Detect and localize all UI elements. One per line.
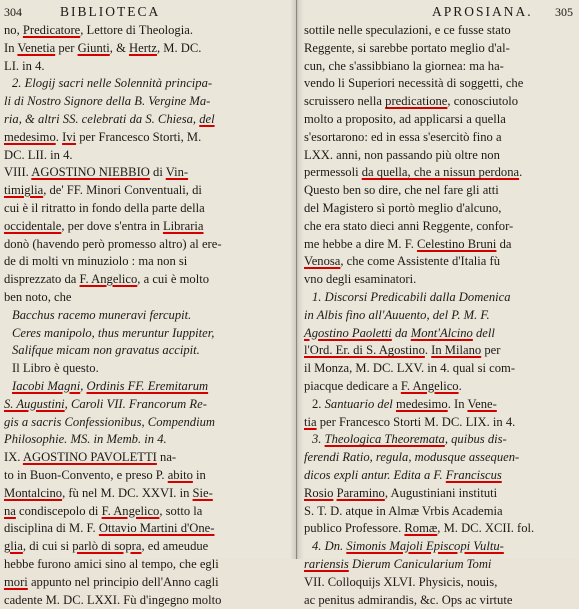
text-run: donò (havendo però promesso altro) al ere- bbox=[4, 237, 222, 251]
text-run: cui è il ritratto in fondo della parte della bbox=[4, 201, 205, 215]
text-line bbox=[304, 75, 577, 93]
underlined-phrase: Theologica Theoremata bbox=[325, 432, 445, 446]
underlined-phrase: Vene- bbox=[467, 397, 496, 411]
text-run: me hebbe a dire M. F. bbox=[304, 237, 417, 251]
text-run: IX. bbox=[4, 450, 23, 464]
text-run: LI. in 4. bbox=[4, 59, 45, 73]
text-line bbox=[304, 289, 577, 307]
text-line bbox=[4, 218, 290, 236]
underlined-phrase: mori bbox=[4, 575, 28, 589]
text-line bbox=[304, 147, 577, 165]
underlined-phrase: Sie- bbox=[193, 486, 213, 500]
text-run: cun, che s'assibbiano la giornea: ma ha- bbox=[304, 59, 504, 73]
text-line bbox=[304, 574, 577, 592]
text-run: disciplina di M. F. bbox=[4, 521, 99, 535]
text-line bbox=[304, 307, 577, 325]
text-line bbox=[304, 22, 577, 40]
text-line bbox=[4, 574, 290, 592]
text-run: che era stato dieci anni Reggente, confor- bbox=[304, 219, 513, 233]
text-line bbox=[4, 111, 290, 129]
text-line bbox=[4, 396, 290, 414]
underlined-phrase: predicatione bbox=[385, 94, 447, 108]
text-run: 2. bbox=[312, 397, 325, 411]
underlined-phrase: Ottavio Martini d'One- bbox=[99, 521, 215, 535]
text-run: 2. Elogij sacri nelle Solennità principa- bbox=[12, 76, 212, 90]
text-line bbox=[4, 182, 290, 200]
text-line bbox=[4, 93, 290, 111]
text-run: Santuario del bbox=[325, 397, 396, 411]
text-run: , per dove s'entra in bbox=[61, 219, 163, 233]
underlined-phrase: Romæ bbox=[404, 521, 437, 535]
underlined-phrase: Vin- bbox=[166, 165, 188, 179]
text-line bbox=[304, 431, 577, 449]
text-run: molto a proposito, ad applicarsi a quella bbox=[304, 112, 506, 126]
text-line bbox=[304, 129, 577, 147]
underlined-phrase: F. Angelico bbox=[80, 272, 138, 286]
text-line bbox=[304, 58, 577, 76]
left-page bbox=[0, 0, 292, 559]
underlined-phrase: l'Ord. Er. di S. Agostino bbox=[304, 343, 425, 357]
text-run: , sotto la bbox=[159, 504, 202, 518]
text-run: cadente M. DC. LXXI. Fù d'ingegno molto bbox=[4, 593, 221, 607]
underlined-phrase: da quella, che a nissun perdona bbox=[362, 165, 519, 179]
text-line bbox=[304, 556, 577, 574]
text-run: li di Nostro Signore della B. Vergine Ma- bbox=[4, 94, 210, 108]
underlined-phrase: na bbox=[4, 504, 16, 518]
text-line bbox=[4, 538, 290, 556]
text-run: per bbox=[481, 343, 500, 357]
text-run: publico Professore. bbox=[304, 521, 404, 535]
text-run: . bbox=[56, 130, 62, 144]
text-run: dell bbox=[473, 326, 495, 340]
underlined-phrase: Agostino Paoletti bbox=[304, 326, 392, 340]
text-run: per Francesco Storti, M. bbox=[76, 130, 201, 144]
text-run: dicos expli antur. Edita a F. bbox=[304, 468, 446, 482]
text-run: Bacchus racemo muneravi fercupit. bbox=[12, 308, 191, 322]
text-line bbox=[4, 200, 290, 218]
underlined-phrase: glia bbox=[4, 539, 23, 553]
text-run: , Lettore di Theologia. bbox=[80, 23, 193, 37]
underlined-phrase: occidentale bbox=[4, 219, 61, 233]
text-run: sottile nelle speculazioni, e ce fusse stato bbox=[304, 23, 511, 37]
text-run: . bbox=[519, 165, 522, 179]
text-run: 3. bbox=[312, 432, 325, 446]
text-line bbox=[304, 342, 577, 360]
text-run: il Monza, M. DC. LXV. in 4. qual si com- bbox=[304, 361, 515, 375]
text-run: DC. LII. in 4. bbox=[4, 148, 73, 162]
text-run: appunto nel principio dell'Anno cagli bbox=[28, 575, 219, 589]
text-run: di bbox=[150, 165, 166, 179]
text-line bbox=[4, 342, 290, 360]
text-run: 4. Dn. bbox=[312, 539, 346, 553]
underlined-phrase: Predicatore bbox=[23, 23, 80, 37]
text-run: per bbox=[55, 41, 77, 55]
text-line bbox=[4, 431, 290, 449]
left-page-header bbox=[4, 4, 288, 20]
text-run: . bbox=[425, 343, 431, 357]
text-run: Dierum Canicularium Tomi bbox=[349, 557, 492, 571]
underlined-phrase: Libraria bbox=[163, 219, 204, 233]
text-line bbox=[4, 325, 290, 343]
text-run: de di molti vn minuziolo : ma non si bbox=[4, 254, 187, 268]
text-line bbox=[304, 449, 577, 467]
text-line bbox=[4, 360, 290, 378]
text-run: ferendi Ratio, regula, modusque assequen- bbox=[304, 450, 519, 464]
text-run: . bbox=[459, 379, 462, 393]
text-line bbox=[4, 449, 290, 467]
text-line bbox=[304, 520, 577, 538]
text-line bbox=[304, 182, 577, 200]
right-page bbox=[300, 0, 579, 559]
underlined-phrase: S. Augustini bbox=[4, 397, 65, 411]
text-run: del Magistero sì portò meglio d'alcuno, bbox=[304, 201, 501, 215]
left-page-text bbox=[4, 22, 290, 609]
text-line bbox=[4, 520, 290, 538]
underlined-phrase: Paramino bbox=[337, 486, 385, 500]
text-run: , che come Assistente d'Italia fù bbox=[340, 254, 500, 268]
text-line bbox=[304, 467, 577, 485]
text-run: condiscepolo di bbox=[16, 504, 102, 518]
right-page-header bbox=[304, 4, 575, 20]
text-line bbox=[304, 218, 577, 236]
text-run: in bbox=[193, 468, 206, 482]
text-line bbox=[304, 396, 577, 414]
running-title: APROSIANA. bbox=[432, 4, 533, 20]
underlined-phrase: AGOSTINO NIEBBIO bbox=[31, 165, 150, 179]
text-line bbox=[304, 538, 577, 556]
text-run: Il Libro è questo. bbox=[12, 361, 99, 375]
text-run: , Augustiniani instituti bbox=[385, 486, 497, 500]
text-run: da bbox=[392, 326, 411, 340]
text-line bbox=[304, 40, 577, 58]
text-run: , bbox=[80, 379, 86, 393]
text-line bbox=[4, 414, 290, 432]
text-run: ria, & altri SS. celebrati da S. Chiesa, bbox=[4, 112, 199, 126]
text-run: , conosciutolo bbox=[447, 94, 518, 108]
text-run: , Caroli VII. Francorum Re- bbox=[65, 397, 207, 411]
text-line bbox=[304, 592, 577, 609]
text-run: in Albis fino all'Auuento, del P. M. F. bbox=[304, 308, 490, 322]
text-line bbox=[304, 253, 577, 271]
text-line bbox=[4, 129, 290, 147]
text-line bbox=[4, 58, 290, 76]
underlined-phrase: tia bbox=[304, 415, 317, 429]
underlined-phrase: Mont'Alcino bbox=[411, 326, 473, 340]
text-line bbox=[4, 236, 290, 254]
underlined-phrase: Celestino Bruni bbox=[417, 237, 496, 251]
text-run: scruissero nella bbox=[304, 94, 385, 108]
underlined-phrase: Rosio bbox=[304, 486, 333, 500]
text-line bbox=[304, 93, 577, 111]
text-line bbox=[304, 164, 577, 182]
underlined-phrase: Ordinis FF. Eremitarum bbox=[87, 379, 209, 393]
text-run: , a cui è molto bbox=[137, 272, 209, 286]
gutter-line bbox=[296, 0, 297, 559]
text-run: per Francesco Storti M. DC. LIX. in 4. bbox=[317, 415, 516, 429]
text-run: VIII. bbox=[4, 165, 31, 179]
underlined-phrase: Iacobi Magni bbox=[12, 379, 80, 393]
underlined-phrase: In Milano bbox=[431, 343, 481, 357]
underlined-phrase: timiglia bbox=[4, 183, 43, 197]
text-run: gis a sacris Confessionibus, Compendium bbox=[4, 415, 215, 429]
text-run: , ed ameudue bbox=[141, 539, 208, 553]
text-line bbox=[4, 289, 290, 307]
text-run: , M. DC. bbox=[157, 41, 201, 55]
underlined-phrase: F. Angelico bbox=[401, 379, 459, 393]
right-page-text bbox=[304, 22, 577, 609]
text-line bbox=[4, 253, 290, 271]
text-run: , M. DC. XCII. fol. bbox=[437, 521, 534, 535]
underlined-phrase: Montalcino bbox=[4, 486, 62, 500]
underlined-phrase: medesimo bbox=[4, 130, 56, 144]
text-line bbox=[4, 271, 290, 289]
text-run: na- bbox=[157, 450, 176, 464]
text-run: Ceres manipolo, thus meruntur Iuppiter, bbox=[12, 326, 214, 340]
text-run: 1. Discorsi Predicabili dalla Domenica bbox=[312, 290, 511, 304]
text-line bbox=[4, 503, 290, 521]
text-line bbox=[304, 236, 577, 254]
text-line bbox=[304, 200, 577, 218]
text-run: to in Buon-Convento, e preso P. bbox=[4, 468, 168, 482]
page-number: 305 bbox=[555, 5, 573, 20]
underlined-phrase: Venetia bbox=[17, 41, 55, 55]
text-run: LXX. anni, non passando più oltre non bbox=[304, 148, 500, 162]
text-run: Salifque micam non gravatus accipit. bbox=[12, 343, 200, 357]
text-run: S. T. D. atque in Almæ Vrbis Academia bbox=[304, 504, 503, 518]
text-run: , de' FF. Minori Conventuali, di bbox=[43, 183, 202, 197]
text-line bbox=[4, 40, 290, 58]
page-number: 304 bbox=[4, 5, 22, 20]
text-line bbox=[4, 378, 290, 396]
text-line bbox=[304, 325, 577, 343]
text-line bbox=[304, 503, 577, 521]
text-line bbox=[4, 22, 290, 40]
text-line bbox=[4, 147, 290, 165]
underlined-phrase: F. Angelico bbox=[102, 504, 160, 518]
text-line bbox=[4, 556, 290, 574]
running-title: BIBLIOTECA bbox=[60, 4, 160, 20]
text-line bbox=[304, 414, 577, 432]
underlined-phrase: medesimo bbox=[396, 397, 448, 411]
underlined-phrase: parlò di sopra bbox=[72, 539, 141, 553]
text-line bbox=[304, 485, 577, 503]
text-line bbox=[4, 485, 290, 503]
text-run: permessoli bbox=[304, 165, 362, 179]
text-run: piacque dedicare a bbox=[304, 379, 401, 393]
text-run: . In bbox=[448, 397, 468, 411]
text-line bbox=[304, 360, 577, 378]
text-run: Philosophie. MS. in Memb. in 4. bbox=[4, 432, 167, 446]
underlined-phrase: del bbox=[199, 112, 214, 126]
text-line bbox=[304, 271, 577, 289]
text-run: ben noto, che bbox=[4, 290, 72, 304]
underlined-phrase: Venosa bbox=[304, 254, 340, 268]
text-line bbox=[4, 592, 290, 609]
text-line bbox=[4, 467, 290, 485]
text-run: vno degli esaminatori. bbox=[304, 272, 416, 286]
underlined-phrase: Franciscus bbox=[446, 468, 502, 482]
text-run: da bbox=[496, 237, 511, 251]
underlined-phrase: Simonis Majoli Episcopi Vultu- bbox=[346, 539, 504, 553]
text-run: ac penitus admirandis, &c. Ops ac virtute bbox=[304, 593, 512, 607]
text-line bbox=[4, 164, 290, 182]
text-line bbox=[4, 307, 290, 325]
text-run: Questo ben so dire, che nel fare gli atti bbox=[304, 183, 499, 197]
text-run: , di cui si bbox=[23, 539, 72, 553]
text-run: hebbe furono amici sino al tempo, che egli bbox=[4, 557, 219, 571]
text-run: vendo li Superiori necessità di soggetti, che bbox=[304, 76, 523, 90]
text-run: no, bbox=[4, 23, 23, 37]
underlined-phrase: Giunti bbox=[78, 41, 110, 55]
text-run: VII. Colloquijs XLVI. Physicis, nouis, bbox=[304, 575, 497, 589]
text-run: , quibus dis- bbox=[445, 432, 507, 446]
underlined-phrase: Ivi bbox=[62, 130, 76, 144]
text-line bbox=[304, 378, 577, 396]
text-run: In bbox=[4, 41, 17, 55]
text-run: , fù nel M. DC. XXVI. in bbox=[62, 486, 192, 500]
text-run: Reggente, si sarebbe portato meglio d'al- bbox=[304, 41, 510, 55]
text-line bbox=[304, 111, 577, 129]
text-run: s'esortarono: ed in essa s'esercitò fino a bbox=[304, 130, 502, 144]
text-line bbox=[4, 75, 290, 93]
underlined-phrase: abito bbox=[168, 468, 193, 482]
underlined-phrase: rariensis bbox=[304, 557, 349, 571]
text-run: disprezzato da bbox=[4, 272, 80, 286]
text-run: , & bbox=[110, 41, 129, 55]
underlined-phrase: Hertz bbox=[129, 41, 157, 55]
underlined-phrase: AGOSTINO PAVOLETTI bbox=[23, 450, 157, 464]
